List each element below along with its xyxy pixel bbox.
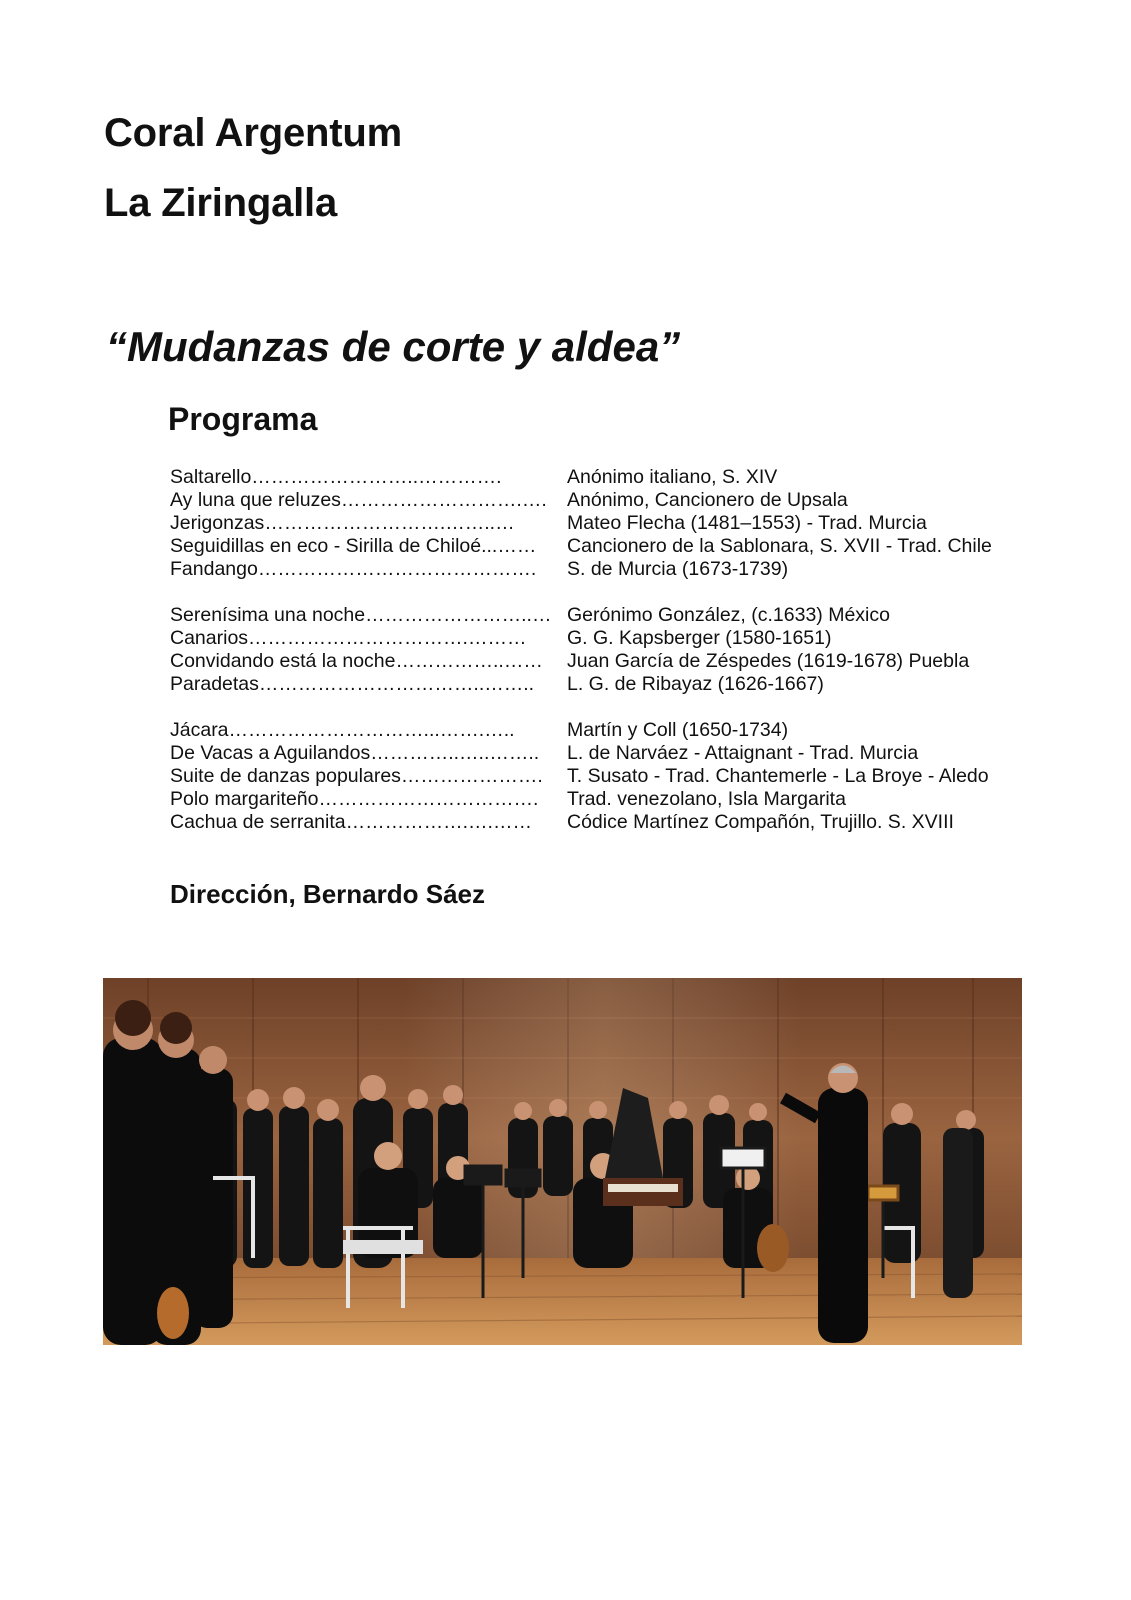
leader-dots: ……………………….……..… bbox=[264, 512, 515, 534]
program-group-3 bbox=[170, 719, 1070, 834]
program-item bbox=[170, 535, 1070, 558]
leader-dots: ……………………..…………. bbox=[251, 466, 502, 488]
piece-title: Seguidillas en eco - Sirilla de Chiloé bbox=[170, 535, 482, 557]
piece-cell bbox=[170, 558, 567, 581]
program-heading: Programa bbox=[168, 401, 318, 437]
piece-cell bbox=[170, 811, 567, 834]
leader-dots: …………………. bbox=[400, 765, 543, 787]
composer: Trad. venezolano, Isla Margarita bbox=[567, 788, 846, 810]
director-credit: Dirección, Bernardo Sáez bbox=[170, 879, 485, 909]
composer: Cancionero de la Sablonara, S. XVII - Trad. Chile bbox=[567, 535, 992, 557]
program-item bbox=[170, 650, 1070, 673]
piece-cell bbox=[170, 765, 567, 788]
program-item bbox=[170, 742, 1070, 765]
ensemble-title: Coral Argentum bbox=[104, 111, 402, 155]
program-item bbox=[170, 512, 1070, 535]
piece-cell bbox=[170, 742, 567, 765]
program-item bbox=[170, 765, 1070, 788]
piece-cell bbox=[170, 489, 567, 512]
piece-cell bbox=[170, 673, 567, 696]
piece-cell bbox=[170, 466, 567, 489]
piece-title: Convidando está la noche bbox=[170, 650, 396, 672]
piece-title: Polo margariteño bbox=[170, 788, 319, 810]
leader-dots: ……………………………. bbox=[318, 788, 539, 810]
composer: Anónimo, Cancionero de Upsala bbox=[567, 489, 848, 511]
program-group-2 bbox=[170, 604, 1070, 696]
piece-cell bbox=[170, 719, 567, 742]
leader-dots: ……………………………………. bbox=[257, 558, 537, 580]
leader-dots: …………………………….……… bbox=[248, 627, 527, 649]
composer: S. de Murcia (1673-1739) bbox=[567, 558, 789, 580]
ensemble-subtitle: La Ziringalla bbox=[104, 181, 338, 225]
program-item bbox=[170, 466, 1070, 489]
composer: G. G. Kapsberger (1580-1651) bbox=[567, 627, 832, 649]
composer: Gerónimo González, (c.1633) México bbox=[567, 604, 890, 626]
piece-title: Suite de danzas populares bbox=[170, 765, 401, 787]
leader-dots: …………………………...…….….. bbox=[228, 719, 515, 741]
piece-cell bbox=[170, 650, 567, 673]
piece-title: De Vacas a Aguilandos bbox=[170, 742, 371, 764]
concert-photo-illustration bbox=[103, 978, 1022, 1345]
program-group-1 bbox=[170, 466, 1070, 581]
composer: Anónimo italiano, S. XIV bbox=[567, 466, 778, 488]
leader-dots: ……………………………..…….. bbox=[258, 673, 535, 695]
concert-title: “Mudanzas de corte y aldea” bbox=[106, 323, 681, 370]
piece-title: Paradetas bbox=[170, 673, 259, 695]
leader-dots: ……………..…… bbox=[395, 650, 543, 672]
concert-photo bbox=[103, 978, 1022, 1345]
piece-title: Saltarello bbox=[170, 466, 252, 488]
leader-dots: ……………….….…… bbox=[345, 811, 532, 833]
composer: Mateo Flecha (1481–1553) - Trad. Murcia bbox=[567, 512, 927, 534]
composer: Martín y Coll (1650-1734) bbox=[567, 719, 789, 741]
leader-dots: …………..…..…….. bbox=[370, 742, 540, 764]
piece-title: Cachua de serranita bbox=[170, 811, 346, 833]
program-item bbox=[170, 489, 1070, 512]
piece-title: Ay luna que reluzes bbox=[170, 489, 341, 511]
program-item bbox=[170, 604, 1070, 627]
program-list bbox=[170, 466, 1070, 834]
piece-cell bbox=[170, 512, 567, 535]
piece-title: Fandango bbox=[170, 558, 258, 580]
program-item bbox=[170, 627, 1070, 650]
piece-title: Jerigonzas bbox=[170, 512, 265, 534]
piece-cell bbox=[170, 788, 567, 811]
leader-dots: ……………………..… bbox=[365, 604, 552, 626]
piece-title: Canarios bbox=[170, 627, 249, 649]
leader-dots: ...…… bbox=[481, 535, 537, 557]
program-item bbox=[170, 811, 1070, 834]
piece-cell bbox=[170, 604, 567, 627]
leader-dots: ……………………….…. bbox=[340, 489, 547, 511]
piece-cell bbox=[170, 535, 567, 558]
piece-title: Serenísima una noche bbox=[170, 604, 366, 626]
program-item bbox=[170, 719, 1070, 742]
composer: T. Susato - Trad. Chantemerle - La Broye - Aledo bbox=[567, 765, 989, 787]
program-item bbox=[170, 673, 1070, 696]
piece-title: Jácara bbox=[170, 719, 229, 741]
program-item bbox=[170, 788, 1070, 811]
piece-cell bbox=[170, 627, 567, 650]
program-item bbox=[170, 558, 1070, 581]
composer: L. de Narváez - Attaignant - Trad. Murcia bbox=[567, 742, 919, 764]
composer: Juan García de Zéspedes (1619-1678) Puebla bbox=[567, 650, 970, 672]
composer: L. G. de Ribayaz (1626-1667) bbox=[567, 673, 824, 695]
composer: Códice Martínez Compañón, Trujillo. S. XVIII bbox=[567, 811, 954, 833]
